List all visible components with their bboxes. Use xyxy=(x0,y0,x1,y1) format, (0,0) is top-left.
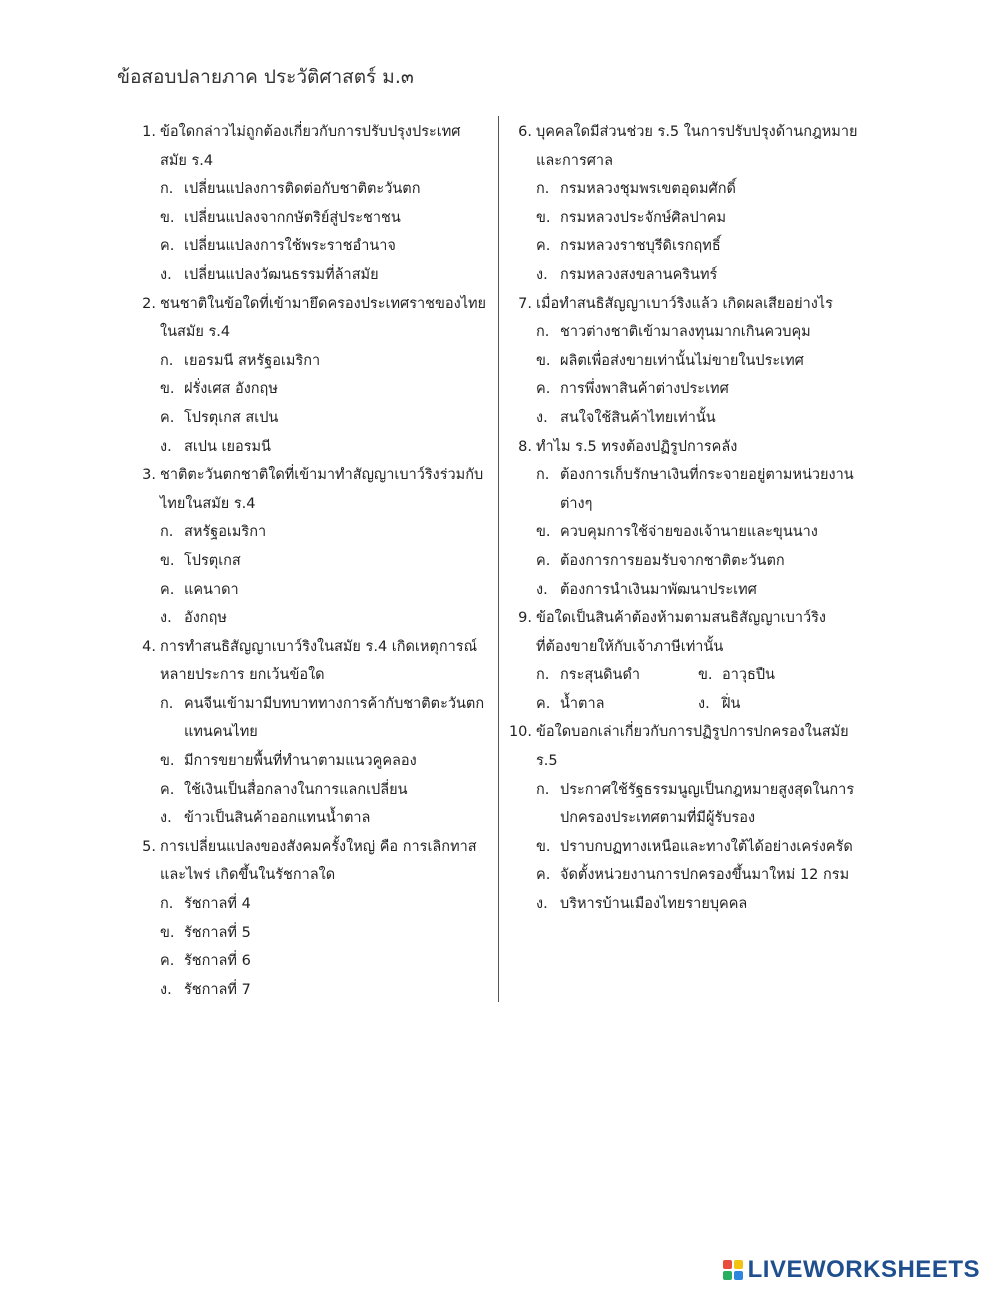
question-text-continued xyxy=(512,147,882,176)
option-text: คนจีนเข้ามามีบทบาททางการค้ากับชาติตะวันตก xyxy=(184,695,485,712)
answer-option[interactable] xyxy=(136,690,496,719)
option-label: ง. xyxy=(536,266,548,283)
option-text: รัชกาลที่ 6 xyxy=(184,953,251,970)
question-text-continued xyxy=(136,661,496,690)
option-label: ค. xyxy=(160,238,175,255)
option-label: ก. xyxy=(160,896,174,913)
option-text: กรมหลวงประจักษ์ศิลปาคม xyxy=(560,209,727,226)
answer-option[interactable] xyxy=(512,232,882,261)
column-divider xyxy=(498,116,499,1002)
question-text-line: หลายประการ ยกเว้นข้อใด xyxy=(160,667,325,684)
option-label: ก. xyxy=(536,667,550,684)
answer-option[interactable] xyxy=(512,776,882,805)
question-text-line: ที่ต้องขายให้กับเจ้าภาษีเท่านั้น xyxy=(536,638,724,655)
question-text-line: ข้อใดเป็นสินค้าต้องห้ามตามสนธิสัญญาเบาว์ริง xyxy=(536,610,826,627)
question-text-line: สมัย ร.4 xyxy=(160,152,214,169)
question-text xyxy=(136,461,496,490)
logo-mark-icon xyxy=(723,1260,743,1280)
answer-option[interactable] xyxy=(136,576,496,605)
option-text: ฝิ่น xyxy=(722,695,741,712)
question-text xyxy=(512,604,882,633)
option-text: ผลิตเพื่อส่งขายเท่านั้นไม่ขายในประเทศ xyxy=(560,352,804,369)
question-text xyxy=(512,290,882,319)
question-text xyxy=(508,718,882,747)
option-label: ง. xyxy=(536,896,548,913)
answer-option[interactable] xyxy=(136,947,496,976)
option-label: ง. xyxy=(160,981,172,998)
option-label: ก. xyxy=(160,352,174,369)
question-block xyxy=(136,833,496,1005)
question-block xyxy=(136,118,496,290)
answer-option[interactable] xyxy=(136,518,496,547)
question-number: 4. xyxy=(142,638,156,655)
answer-option[interactable] xyxy=(512,833,882,862)
option-text: กรมหลวงสงขลานครินทร์ xyxy=(560,266,718,283)
option-label: ข. xyxy=(160,753,175,770)
answer-option[interactable] xyxy=(536,661,698,690)
option-label: ก. xyxy=(536,324,550,341)
question-text-line: ข้อใดกล่าวไม่ถูกต้องเกี่ยวกับการปรับปรุงประเทศ xyxy=(160,124,461,140)
question-block xyxy=(136,461,496,633)
question-text-continued xyxy=(136,318,496,347)
option-text: อังกฤษ xyxy=(184,610,227,627)
answer-option-row xyxy=(512,661,882,690)
option-text: ต้องการนำเงินมาพัฒนาประเทศ xyxy=(560,581,757,598)
option-text: จัดตั้งหน่วยงานการปกครองขึ้นมาใหม่ 12 กรม xyxy=(560,867,850,884)
question-text-line: ร.5 xyxy=(536,753,558,770)
question-text-line: ทำไม ร.5 ทรงต้องปฏิรูปการคลัง xyxy=(536,438,738,455)
option-label: ก. xyxy=(160,524,174,541)
question-text-continued xyxy=(512,747,882,776)
option-text: เปลี่ยนแปลงการติดต่อกับชาติตะวันตก xyxy=(184,181,421,198)
option-label: ข. xyxy=(698,667,713,684)
question-number: 1. xyxy=(142,124,156,140)
question-text-line: ชนชาติในข้อใดที่เข้ามายึดครองประเทศราชของไทย xyxy=(160,295,487,312)
option-label: ง. xyxy=(536,581,548,598)
option-label: ค. xyxy=(536,552,551,569)
question-text-continued xyxy=(136,490,496,519)
option-text: โปรตุเกส สเปน xyxy=(184,409,279,426)
option-label: ค. xyxy=(160,953,175,970)
option-label: ง. xyxy=(160,810,172,827)
left-question-column xyxy=(136,118,496,1004)
question-number: 2. xyxy=(142,295,156,312)
option-label: ค. xyxy=(536,695,551,712)
question-block xyxy=(136,290,496,462)
answer-option[interactable] xyxy=(536,690,698,719)
right-question-column xyxy=(508,118,882,919)
question-text-continued xyxy=(136,861,496,890)
question-text-line: ไทยในสมัย ร.4 xyxy=(160,495,256,512)
option-text: สหรัฐอเมริกา xyxy=(184,524,267,541)
question-block xyxy=(512,604,882,718)
answer-option[interactable] xyxy=(136,204,496,233)
question-text-continued xyxy=(136,147,496,176)
answer-option[interactable] xyxy=(512,347,882,376)
page-title: ข้อสอบปลายภาค ประวัติศาสตร์ ม.๓ xyxy=(117,66,414,88)
option-label: ก. xyxy=(536,467,550,484)
option-label: ก. xyxy=(536,781,550,798)
option-label: ข. xyxy=(536,524,551,541)
option-label: ง. xyxy=(160,438,172,455)
question-number: 7. xyxy=(518,295,532,312)
option-text: เยอรมนี สหรัฐอเมริกา xyxy=(184,352,321,369)
question-block xyxy=(512,433,882,605)
question-number: 6. xyxy=(518,124,532,140)
option-text: ข้าวเป็นสินค้าออกแทนน้ำตาล xyxy=(184,810,371,827)
option-label: ข. xyxy=(160,381,175,398)
logo-square xyxy=(723,1260,732,1269)
answer-option[interactable] xyxy=(136,919,496,948)
answer-option[interactable] xyxy=(136,890,496,919)
answer-option[interactable] xyxy=(136,804,496,833)
option-label: ค. xyxy=(536,238,551,255)
option-text: รัชกาลที่ 4 xyxy=(184,896,251,913)
option-label: ข. xyxy=(536,838,551,855)
option-label: ก. xyxy=(536,181,550,198)
answer-option[interactable] xyxy=(512,861,882,890)
answer-option[interactable] xyxy=(136,547,496,576)
question-text xyxy=(136,833,496,862)
question-text xyxy=(136,290,496,319)
option-label: ก. xyxy=(160,695,174,712)
option-text: สเปน เยอรมนี xyxy=(184,438,271,455)
answer-option[interactable] xyxy=(512,890,882,919)
question-number: 3. xyxy=(142,467,156,484)
liveworksheets-logo xyxy=(723,1255,980,1285)
option-label: ค. xyxy=(160,581,175,598)
answer-option[interactable] xyxy=(136,375,496,404)
answer-option-row xyxy=(512,690,882,719)
question-text-continued xyxy=(512,633,882,662)
option-text: ต้องการเก็บรักษาเงินที่กระจายอยู่ตามหน่วยงาน xyxy=(560,467,854,484)
answer-option[interactable] xyxy=(512,204,882,233)
option-text: ปกครองประเทศตามที่มีผู้รับรอง xyxy=(560,810,756,827)
option-label: ค. xyxy=(536,867,551,884)
option-text: รัชกาลที่ 5 xyxy=(184,924,251,941)
question-block xyxy=(508,718,882,918)
option-label: ก. xyxy=(160,181,174,198)
option-label: ข. xyxy=(536,209,551,226)
option-text: น้ำตาล xyxy=(560,695,605,712)
option-label: ง. xyxy=(160,266,172,283)
answer-option[interactable] xyxy=(136,404,496,433)
answer-option[interactable] xyxy=(136,433,496,462)
answer-option-continued[interactable] xyxy=(512,490,882,519)
logo-square xyxy=(734,1271,743,1280)
answer-option[interactable] xyxy=(136,347,496,376)
answer-option[interactable] xyxy=(698,690,860,719)
option-text: ชาวต่างชาติเข้ามาลงทุนมากเกินควบคุม xyxy=(560,324,811,341)
question-text-line: ในสมัย ร.4 xyxy=(160,324,231,341)
option-label: ค. xyxy=(536,381,551,398)
option-text: เปลี่ยนแปลงการใช้พระราชอำนาจ xyxy=(184,238,396,255)
option-label: ข. xyxy=(160,209,175,226)
option-text: บริหารบ้านเมืองไทยรายบุคคล xyxy=(560,896,748,913)
question-text-line: ชาติตะวันตกชาติใดที่เข้ามาทำสัญญาเบาว์ริงร่วมกับ xyxy=(160,467,484,484)
option-label: ง. xyxy=(160,610,172,627)
option-text: ประกาศใช้รัฐธรรมนูญเป็นกฎหมายสูงสุดในการ xyxy=(560,781,855,798)
answer-option[interactable] xyxy=(136,976,496,1005)
option-text: โปรตุเกส xyxy=(184,552,241,569)
option-text: แคนาดา xyxy=(184,581,239,598)
answer-option[interactable] xyxy=(512,547,882,576)
option-text: ฝรั่งเศส อังกฤษ xyxy=(184,381,278,398)
answer-option[interactable] xyxy=(136,261,496,290)
question-text-line: และไพร่ เกิดขึ้นในรัชกาลใด xyxy=(160,867,336,884)
answer-option[interactable] xyxy=(136,776,496,805)
option-label: ข. xyxy=(160,924,175,941)
option-text: รัชกาลที่ 7 xyxy=(184,981,251,998)
question-text xyxy=(136,118,496,147)
answer-option[interactable] xyxy=(136,604,496,633)
question-text-line: การเปลี่ยนแปลงของสังคมครั้งใหญ่ คือ การเลิกทาส xyxy=(160,838,477,855)
answer-option[interactable] xyxy=(512,175,882,204)
question-block xyxy=(512,118,882,290)
option-text: มีการขยายพื้นที่ทำนาตามแนวคูคลอง xyxy=(184,753,417,770)
question-text-line: บุคคลใดมีส่วนช่วย ร.5 ในการปรับปรุงด้านกฎหมาย xyxy=(536,124,858,140)
question-number: 10. xyxy=(508,724,532,741)
answer-option[interactable] xyxy=(136,747,496,776)
answer-option[interactable] xyxy=(512,461,882,490)
answer-option[interactable] xyxy=(136,175,496,204)
question-text-line: ข้อใดบอกเล่าเกี่ยวกับการปฏิรูปการปกครองในสมัย xyxy=(536,724,849,741)
option-text: กระสุนดินดำ xyxy=(560,667,641,684)
question-text xyxy=(136,633,496,662)
answer-option[interactable] xyxy=(512,576,882,605)
option-text: การพึ่งพาสินค้าต่างประเทศ xyxy=(560,381,729,398)
question-text-line: การทำสนธิสัญญาเบาว์ริงในสมัย ร.4 เกิดเหตุการณ์ xyxy=(160,638,478,655)
option-text: ใช้เงินเป็นสื่อกลางในการแลกเปลี่ยน xyxy=(184,781,408,798)
question-block xyxy=(136,633,496,833)
answer-option[interactable] xyxy=(512,318,882,347)
question-number: 5. xyxy=(142,838,156,855)
option-label: ง. xyxy=(536,409,548,426)
option-text: แทนคนไทย xyxy=(184,724,258,741)
option-text: เปลี่ยนแปลงวัฒนธรรมที่ล้าสมัย xyxy=(184,266,379,283)
logo-square xyxy=(723,1271,732,1280)
option-label: ข. xyxy=(536,352,551,369)
option-text: สนใจใช้สินค้าไทยเท่านั้น xyxy=(560,409,716,426)
answer-option[interactable] xyxy=(512,261,882,290)
answer-option[interactable] xyxy=(512,404,882,433)
question-text xyxy=(512,433,882,462)
logo-square xyxy=(734,1260,743,1269)
logo-text: LIVEWORKSHEETS xyxy=(747,1256,980,1283)
answer-option[interactable] xyxy=(512,375,882,404)
option-text: เปลี่ยนแปลงจากกษัตริย์สู่ประชาชน xyxy=(184,209,401,226)
question-text-line: เมื่อทำสนธิสัญญาเบาว์ริงแล้ว เกิดผลเสียอย่างไร xyxy=(536,295,833,312)
answer-option-continued[interactable] xyxy=(512,804,882,833)
option-text: ปราบกบฏทางเหนือและทางใต้ได้อย่างเคร่งครัด xyxy=(560,838,853,855)
option-label: ค. xyxy=(160,409,175,426)
answer-option[interactable] xyxy=(136,232,496,261)
option-text: ต้องการการยอมรับจากชาติตะวันตก xyxy=(560,552,785,569)
question-block xyxy=(512,290,882,433)
option-text: ต่างๆ xyxy=(560,495,593,512)
answer-option-continued[interactable] xyxy=(136,718,496,747)
option-text: กรมหลวงราชบุรีดิเรกฤทธิ์ xyxy=(560,238,721,255)
answer-option[interactable] xyxy=(512,518,882,547)
option-text: อาวุธปืน xyxy=(722,667,775,684)
option-text: ควบคุมการใช้จ่ายของเจ้านายและขุนนาง xyxy=(560,524,818,541)
answer-option[interactable] xyxy=(698,661,860,690)
option-label: ค. xyxy=(160,781,175,798)
question-number: 8. xyxy=(518,438,532,455)
option-label: ง. xyxy=(698,695,710,712)
option-label: ข. xyxy=(160,552,175,569)
option-text: กรมหลวงชุมพรเขตอุดมศักดิ์ xyxy=(560,181,736,198)
question-text xyxy=(512,118,882,147)
question-number: 9. xyxy=(518,610,532,627)
question-text-line: และการศาล xyxy=(536,152,613,169)
